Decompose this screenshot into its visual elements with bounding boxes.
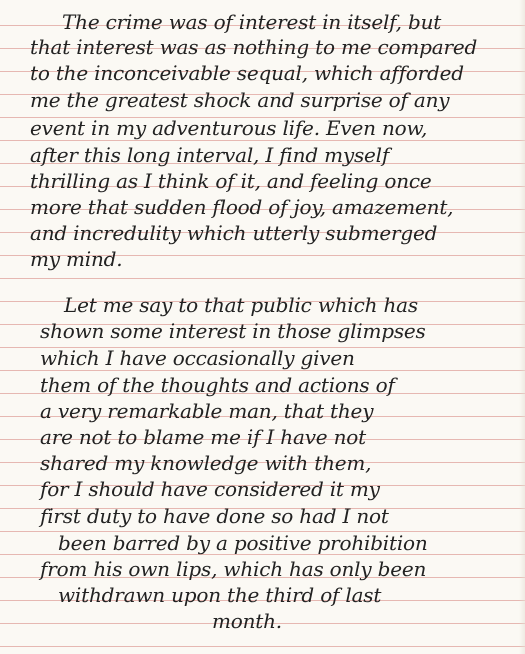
text-line: for I should have considered it my bbox=[40, 477, 380, 501]
text-line: and incredulity which utterly submerged bbox=[30, 221, 438, 245]
text-line: more that sudden flood of joy, amazement, bbox=[30, 195, 454, 219]
text-line: which I have occasionally given bbox=[40, 346, 355, 370]
text-line: first duty to have done so had I not bbox=[40, 504, 389, 528]
page-edge-shadow bbox=[519, 0, 525, 654]
text-line: a very remarkable man, that they bbox=[40, 399, 374, 423]
text-line: that interest was as nothing to me compared bbox=[30, 35, 478, 59]
text-line: them of the thoughts and actions of bbox=[40, 373, 395, 397]
text-line: month. bbox=[212, 609, 282, 633]
text-line: my mind. bbox=[30, 247, 123, 271]
text-line: me the greatest shock and surprise of any bbox=[30, 88, 450, 112]
text-line: shown some interest in those glimpses bbox=[40, 319, 426, 343]
text-line: to the inconceivable sequal, which afforded bbox=[30, 61, 464, 85]
text-line: been barred by a positive prohibition bbox=[58, 531, 428, 555]
text-line: after this long interval, I find myself bbox=[30, 143, 390, 167]
text-line: thrilling as I think of it, and feeling once bbox=[30, 169, 432, 193]
text-line: event in my adventurous life. Even now, bbox=[30, 116, 428, 140]
text-line: withdrawn upon the third of last bbox=[58, 583, 382, 607]
text-line: shared my knowledge with them, bbox=[40, 451, 372, 475]
text-line: from his own lips, which has only been bbox=[40, 557, 427, 581]
text-line: Let me say to that public which has bbox=[64, 293, 418, 317]
text-line: The crime was of interest in itself, but bbox=[62, 10, 442, 34]
text-line: are not to blame me if I have not bbox=[40, 425, 366, 449]
